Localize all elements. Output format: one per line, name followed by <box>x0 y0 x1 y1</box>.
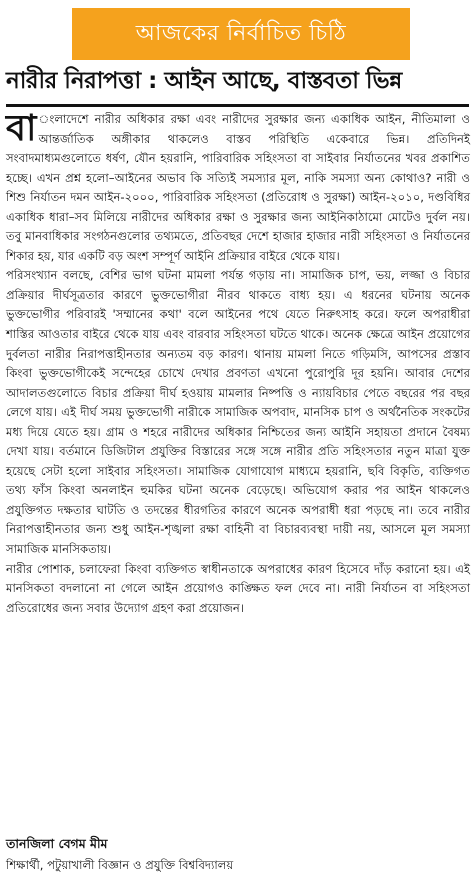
headline-divider <box>6 104 469 107</box>
author-affiliation: শিক্ষার্থী, পটুয়াখালী বিজ্ঞান ও প্রযুক্তি বিশ্ববিদ্যালয় <box>6 858 234 872</box>
paragraph-1-text: ংলাদেশে নারীর অধিকার রক্ষা এবং নারীদের সুরক্ষার জন্য একাধিক আইন, নীতিমালা ও আন্তর্জাতিক অঙ্গীকার থাকলেও বাস্তব পরিস্থিতি একেবারে ভিন্ন। প্রতিদিনই সংবাদমাধ্যমগুলোতে ধর্ষণ, যৌন হয়রানি, পারিবারিক সহিংসতা বা সাইবার নির্যাতনের খবর প্রকাশিত হচ্ছে। এখন প্রশ্ন হলো–আইনের অভাব কি সত্যিই সমস্যার মূল, নাকি সমস্যা অন্য কোথাও? নারী ও শিশু নির্যাতন দমন আইন-২০০০, পারিবারিক সহিংসতা (প্রতিরোধ ও সুরক্ষা) আইন-২০১০, দণ্ডবিধির একাধিক ধারা–সব মিলিয়ে নারীদের অধিকার রক্ষা ও সুরক্ষার জন্য আইনিকাঠামো মোটেও দুর্বল নয়। তবু মানবাধিকার সংগঠনগুলোর তথ্যমতে, প্রতিবছর দেশে হাজার হাজার নারী সহিংসতা ও নির্যাতনের শিকার হয়, যার একটি বড় অংশ সম্পূর্ণ আইনি প্রক্রিয়ার বাইরে থেকে যায়। <box>6 112 470 263</box>
drop-cap: বা <box>6 108 37 149</box>
article-headline: নারীর নিরাপত্তা : আইন আছে, বাস্তবতা ভিন্ন <box>6 68 402 94</box>
section-banner-label: আজকের নির্বাচিত চিঠি <box>135 20 347 46</box>
section-banner <box>72 8 410 60</box>
article-body <box>6 110 470 618</box>
article-paragraph-1 <box>6 110 470 266</box>
author-name: তানজিলা বেগম মীম <box>6 836 108 851</box>
article-paragraph-2: পরিসংখ্যান বলছে, বেশির ভাগ ঘটনা মামলা পর্যন্ত গড়ায় না। সামাজিক চাপ, ভয়, লজ্জা ও বিচার প্রক্রিয়ার দীর্ঘসূত্রতার কারণে ভুক্তভোগীরা নীরব থাকতে বাধ্য হয়। এ ধরনের ঘটনায় অনেক ভুক্তভোগীর পরিবারই 'সম্মানের কথা' বলে আইনের পথে যেতে নিরুৎসাহ করে। ফলে অপরাধীরা শাস্তির আওতার বাইরে থেকে যায় এবং বারবার সহিংসতা ঘটতে থাকে। অনেক ক্ষেত্রে আইন প্রয়োগের দুর্বলতা নারীর নিরাপত্তাহীনতার অন্যতম বড় কারণ। থানায় মামলা নিতে গড়িমসি, আপসের প্রস্তাব কিংবা ভুক্তভোগীকেই সন্দেহের চোখে দেখার প্রবণতা এখনো পুরোপুরি দূর হয়নি। আবার দেশের আদালতগুলোতে বিচার প্রক্রিয়া দীর্ঘ হওয়ায় মামলার নিষ্পত্তি ও ন্যায়বিচার পেতে বছরের পর বছর লেগে যায়। এই দীর্ঘ সময় ভুক্তভোগী নারীকে সামাজিক অপবাদ, মানসিক চাপ ও অর্থনৈতিক সংকটের মধ্য দিয়ে যেতে হয়। গ্রাম ও শহরে নারীদের অধিকার নিশ্চিতের জন্য আইনি সহায়তা প্রদানে বৈষম্য দেখা যায়। বর্তমানে ডিজিটাল প্রযুক্তির বিস্তারের সঙ্গে সঙ্গে নারীর প্রতি সহিংসতার নতুন মাত্রা যুক্ত হয়েছে সেটা হলো সাইবার সহিংসতা। সামাজিক যোগাযোগ মাধ্যমে হয়রানি, ছবি বিকৃতি, ব্যক্তিগত তথ্য ফাঁস কিংবা অনলাইন হুমকির ঘটনা অনেক বেড়েছে। অভিযোগ করার পর আইন থাকলেও প্রযুক্তিগত দক্ষতার ঘাটতি ও তদন্তের ধীরগতির কারণে অনেক অপরাধী ধরা পড়ছে না। তবে নারীর নিরাপত্তাহীনতার জন্য শুধু আইন-শৃঙ্খলা রক্ষা বাহিনী বা বিচারব্যবস্থা দায়ী নয়, আসলে মূল সমস্যা সামাজিক মানসিকতায়। <box>6 268 470 557</box>
article-paragraph-3: নারীর পোশাক, চলাফেরা কিংবা ব্যক্তিগত স্বাধীনতাকে অপরাধের কারণ হিসেবে দাঁড় করানো হয়। এই মানসিকতা বদলানো না গেলে আইন প্রয়োগও কাঙ্ক্ষিত ফল দেবে না। নারী নির্যাতন বা সহিংসতা প্রতিরোধের জন্য সবার উদ্যোগ গ্রহণ করা প্রয়োজন। <box>6 561 470 615</box>
